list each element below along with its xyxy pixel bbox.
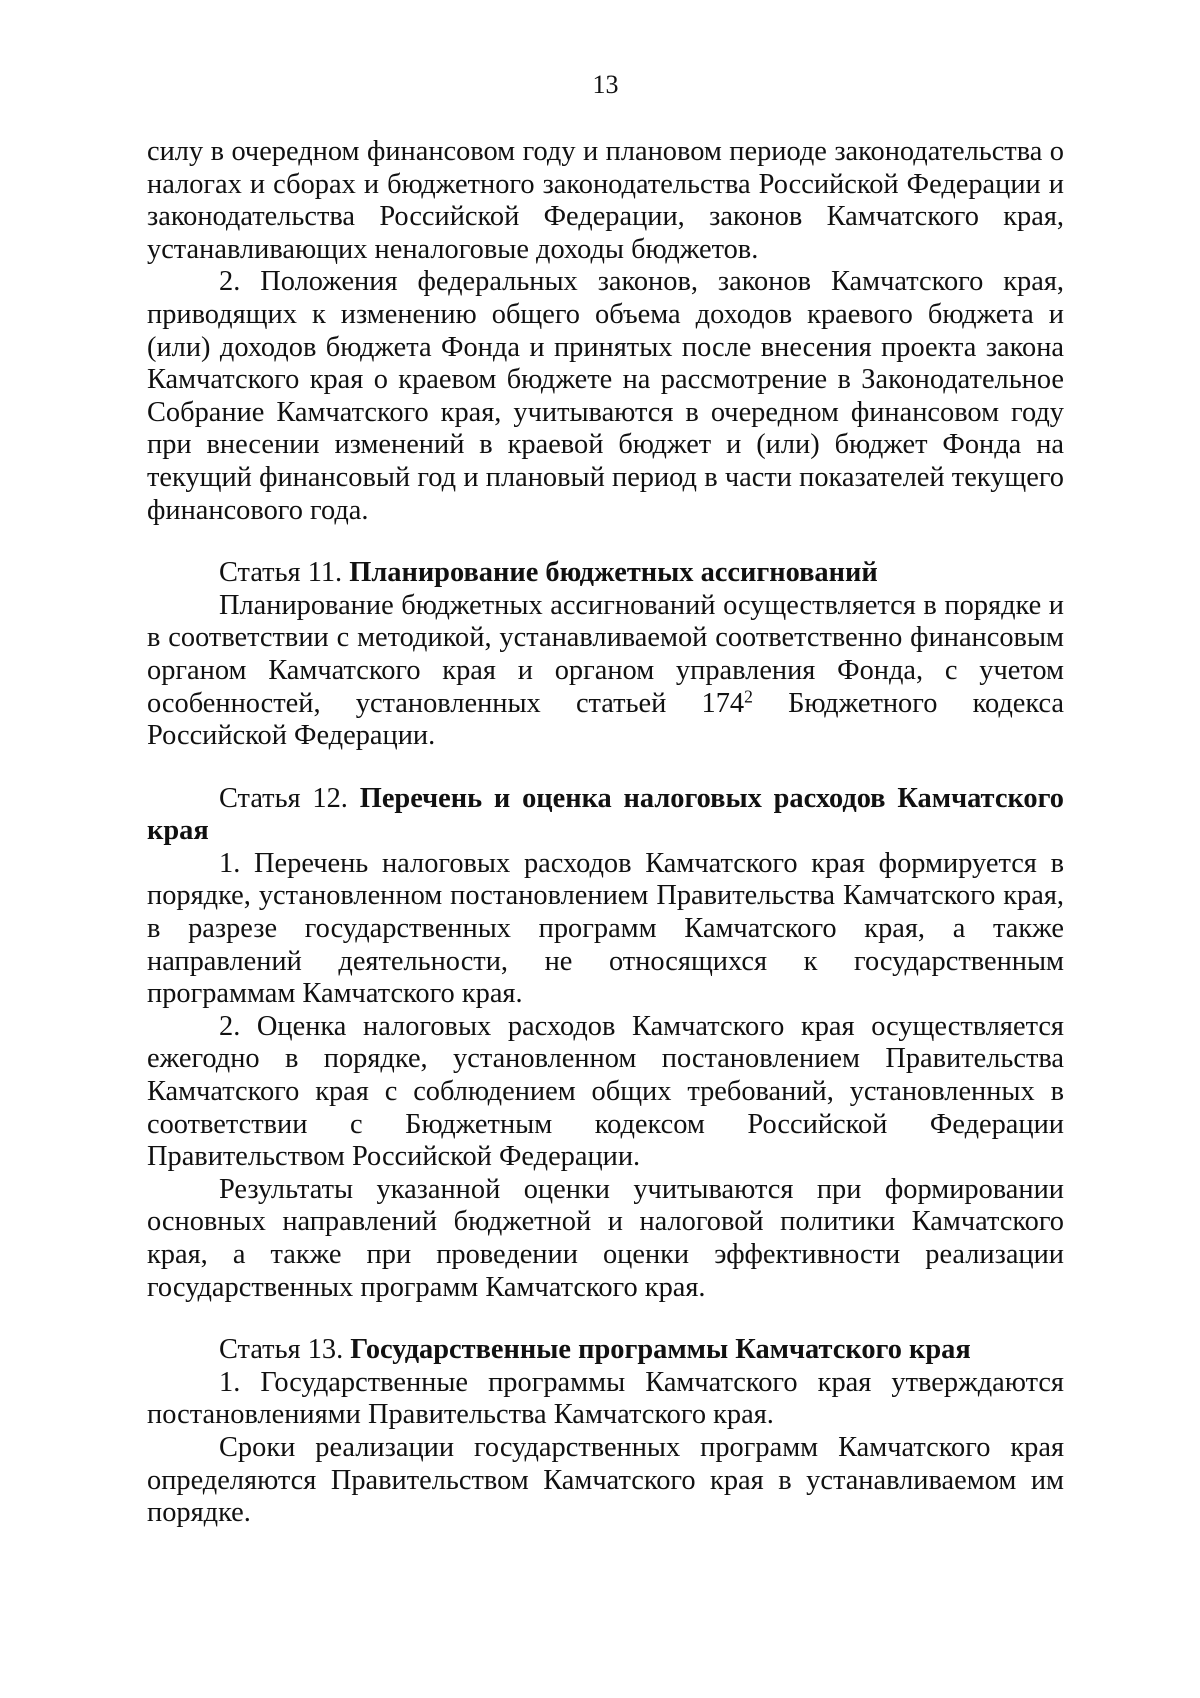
paragraph-intro-item-2: 2. Положения федеральных законов, законов Камчатского края, приводящих к изменению общего объема доходов краевого бюджета и (или) доходов бюджета Фонда и принятых после внесения проекта закона Камчатского края о краевом бюджете на рассмотрение в Законодательное Собрание Камчатского края, учитываются в очередном финансовом году при внесении изменений в краевой бюджет и (или) бюджет Фонда на текущий финансовый год и плановый период в части показателей текущего финансового года. <box>147 266 1064 526</box>
document-page <box>147 70 1064 1530</box>
article-11-heading <box>147 557 1064 590</box>
article-12-paragraph-1: 1. Перечень налоговых расходов Камчатского края формируется в порядке, установленном постановлением Правительства Камчатского края, в разрезе государственных программ Камчатского края, а также направлений деятельности, не относящихся к государственным программам Камчатского края. <box>147 847 1064 1010</box>
article-13-title: Государственные программы Камчатского края <box>350 1334 971 1366</box>
article-13-paragraph-2: Сроки реализации государственных программ Камчатского края определяются Правительством Камчатского края в устанавливаемом им порядке. <box>147 1431 1064 1529</box>
article-13-heading <box>147 1334 1064 1367</box>
paragraph-intro-continuation: силу в очередном финансовом году и плановом периоде законодательства о налогах и сборах и бюджетного законодательства Российской Федерации и законодательства Российской Федерации, законов Камчатского края, устанавливающих неналоговые доходы бюджетов. <box>147 136 1064 265</box>
article-13-paragraph-1: 1. Государственные программы Камчатского края утверждаются постановлениями Правительства Камчатского края. <box>147 1366 1064 1431</box>
article-11-text-after: Бюджетного кодекса Российской Федерации. <box>147 687 1064 752</box>
article-11-text-before: Планирование бюджетных ассигнований осуществляется в порядке и в соответствии с методикой, устанавливаемой соответственно финансовым органом Камчатского края и органом управления Фонда, с учетом особенностей, установленных статьей 174 <box>147 589 1064 719</box>
article-12-paragraph-2: 2. Оценка налоговых расходов Камчатского края осуществляется ежегодно в порядке, установленном постановлением Правительства Камчатского края с соблюдением общих требований, установленных в соответствии с Бюджетным кодексом Российской Федерации Правительством Российской Федерации. <box>147 1010 1064 1173</box>
page-number: 13 <box>592 70 619 99</box>
article-11-label: Статья 11. <box>219 557 343 589</box>
article-11-paragraph <box>147 590 1064 753</box>
article-11-title: Планирование бюджетных ассигнований <box>349 557 878 589</box>
article-12-label: Статья 12. <box>219 782 348 814</box>
article-13-label: Статья 13. <box>219 1334 344 1366</box>
article-12-title: Перечень и оценка налоговых расходов Камчатского края <box>147 782 1064 847</box>
article-11-superscript: 2 <box>744 685 753 706</box>
article-12-paragraph-3: Результаты указанной оценки учитываются при формировании основных направлений бюджетной и налоговой политики Камчатского края, а также при проведении оценки эффективности реализации государственных программ Камчатского края. <box>147 1173 1064 1303</box>
article-12-heading <box>147 783 1064 848</box>
